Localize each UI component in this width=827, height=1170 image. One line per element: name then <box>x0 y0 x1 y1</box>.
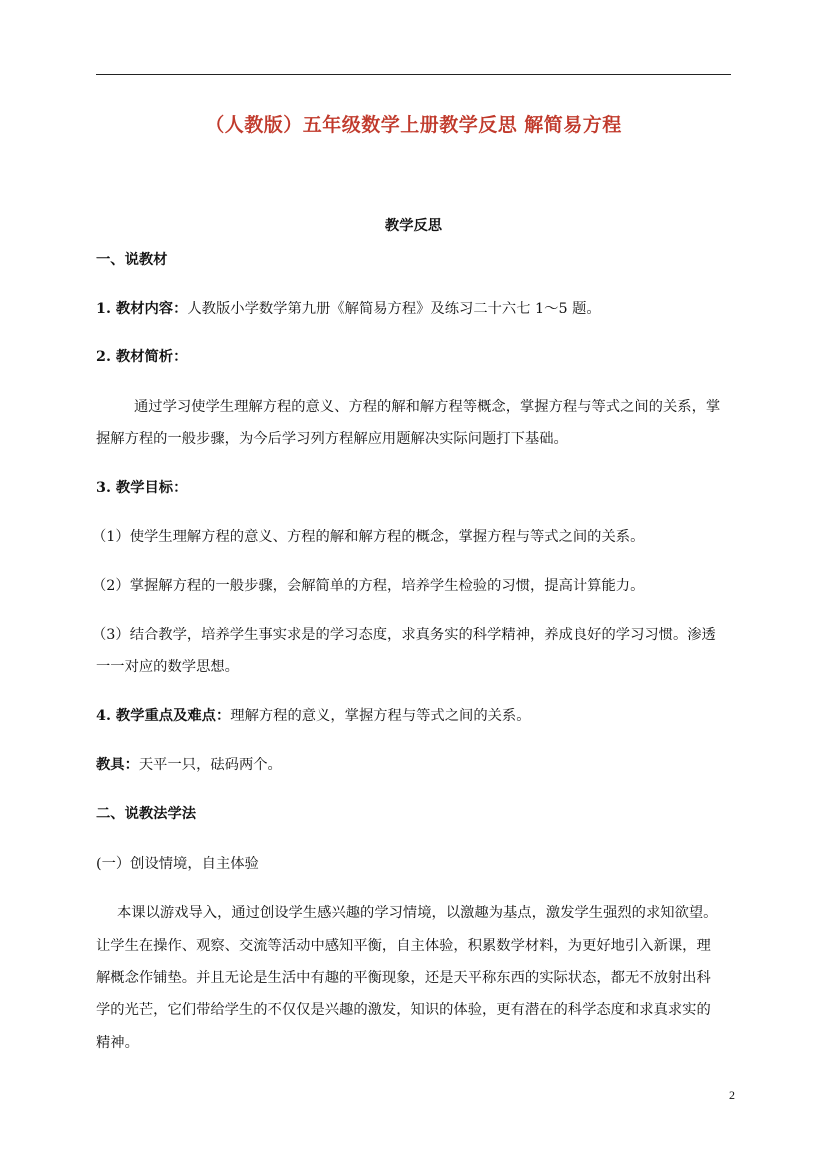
header-rule <box>96 74 731 75</box>
paragraph-content <box>96 298 736 318</box>
section-subtitle: 教学反思 <box>384 218 443 234</box>
label-analysis: 2. 教材简析： <box>96 349 188 365</box>
sub-heading-1: (一）创设情境，自主体验 <box>96 856 259 872</box>
label-key-points: 4. 教学重点及难点： <box>96 708 231 724</box>
body-line-5: 精神。 <box>96 1035 139 1051</box>
body-line-3: 解概念作铺垫。并且无论是生活中有趣的平衡现象，还是天平称东西的实际状态，都无不放射出科 <box>96 970 711 986</box>
page-number: 2 <box>729 1088 735 1102</box>
label-tools: 教具： <box>96 757 139 773</box>
body-line-2: 让学生在操作、观察、交流等活动中感知平衡，自主体验，积累数学材料，为更好地引入新课，理 <box>96 938 711 954</box>
text-tools: 天平一只，砝码两个。 <box>138 757 282 773</box>
text-content: 人教版小学数学第九册《解简易方程》及练习二十六七 1～5 题。 <box>187 301 601 317</box>
label-goals: 3. 教学目标： <box>96 480 188 496</box>
goal-1: （1）使学生理解方程的意义、方程的解和解方程的概念，掌握方程与等式之间的关系。 <box>92 529 645 545</box>
goal-3-line-2: 一一对应的数学思想。 <box>96 659 239 675</box>
body-line-4: 学的光芒，它们带给学生的不仅仅是兴趣的激发，知识的体验，更有潜在的科学态度和求真求实的 <box>96 1002 711 1018</box>
section-heading-2: 二、说教法学法 <box>96 806 197 822</box>
paragraph-tools <box>96 754 736 774</box>
analysis-line-1: 通过学习使学生理解方程的意义、方程的解和解方程等概念，掌握方程与等式之间的关系，掌 <box>134 399 721 415</box>
body-line-1: 本课以游戏导入，通过创设学生感兴趣的学习情境，以激趣为基点，激发学生强烈的求知欲望。 <box>117 905 718 921</box>
analysis-line-2: 握解方程的一般步骤，为今后学习列方程解应用题解决实际问题打下基础。 <box>96 431 568 447</box>
goal-2: （2）掌握解方程的一般步骤，会解简单的方程，培养学生检验的习惯，提高计算能力。 <box>92 578 645 594</box>
goal-3-line-1: （3）结合教学，培养学生事实求是的学习态度，求真务实的科学精神，养成良好的学习习惯。渗透 <box>92 627 716 643</box>
section-heading-1: 一、说教材 <box>96 252 168 268</box>
document-title: （人教版）五年级数学上册教学反思 解简易方程 <box>205 114 622 136</box>
label-content: 1. 教材内容： <box>96 301 188 317</box>
paragraph-key-points <box>96 705 736 725</box>
text-key-points: 理解方程的意义，掌握方程与等式之间的关系。 <box>230 708 531 724</box>
